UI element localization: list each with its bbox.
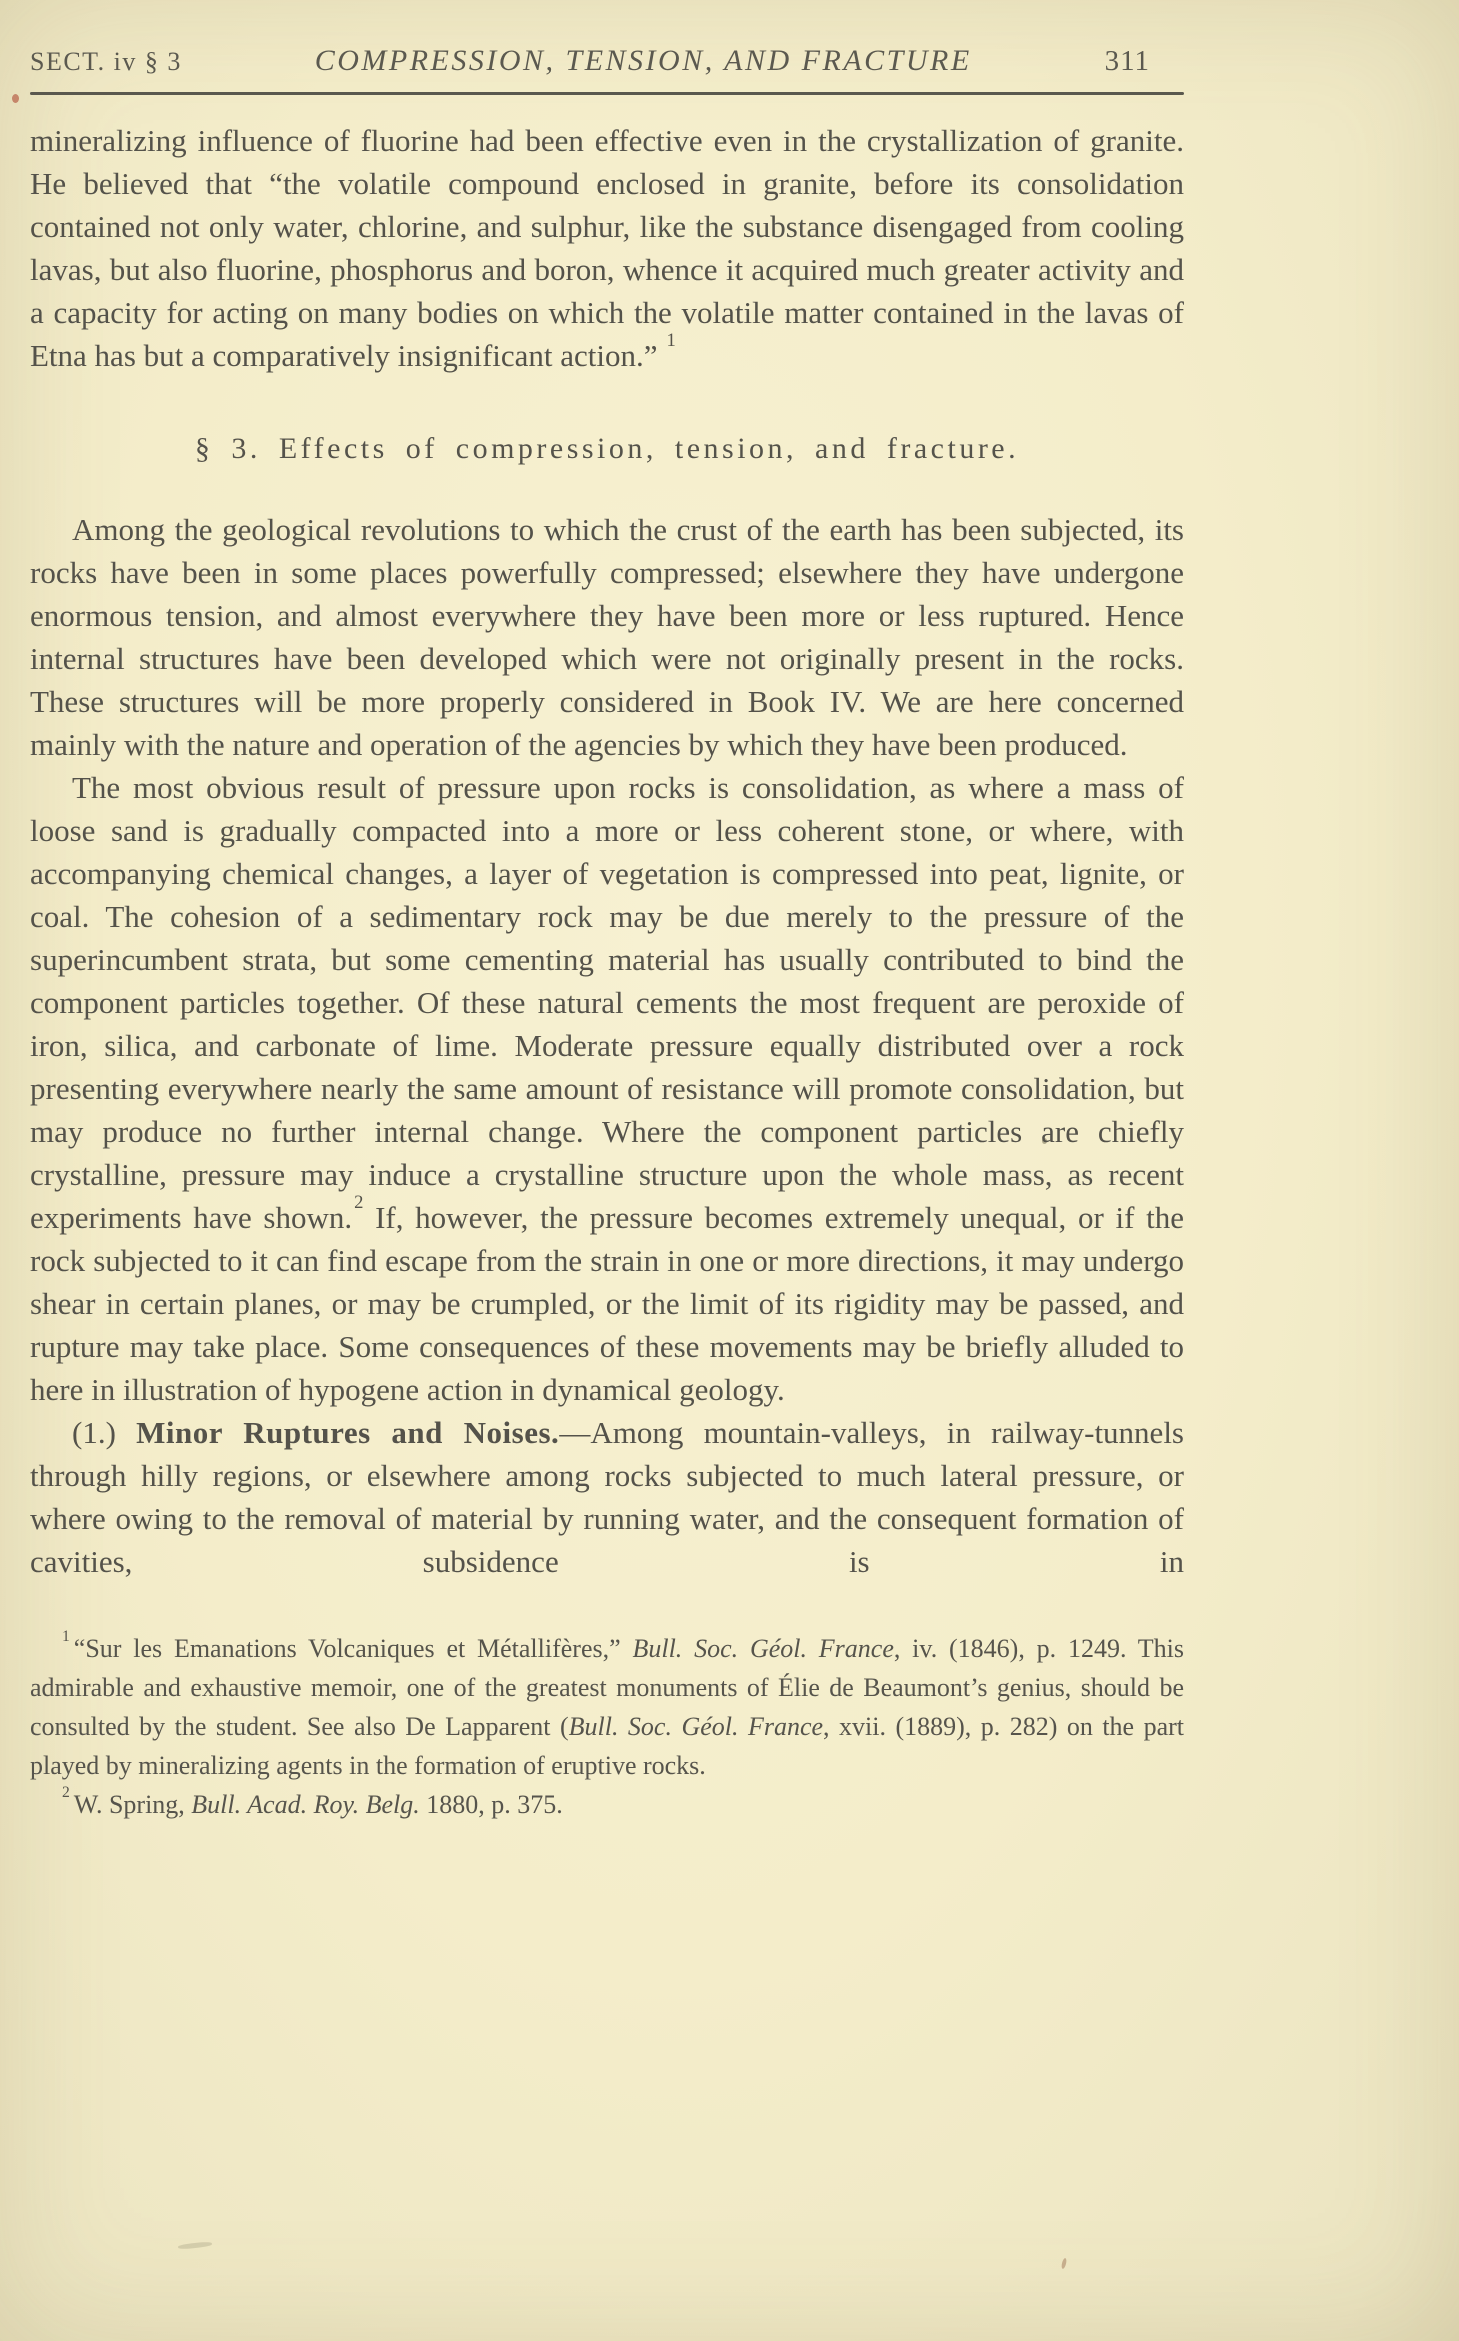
section-heading: § 3. Effects of compression, tension, and fracture. [194, 432, 1020, 465]
journal-citation: Bull. Acad. Roy. Belg. [191, 1790, 420, 1819]
paragraph-bold-lead: Minor Ruptures and Noises. [136, 1415, 560, 1450]
footnote-ref: 2 [354, 1191, 364, 1213]
footnote [30, 1785, 1184, 1824]
footnote-marker: 1 [62, 1628, 70, 1646]
journal-citation: Bull. Soc. Géol. France [632, 1634, 894, 1663]
header-rule [30, 92, 1184, 95]
footnotes [30, 1629, 1184, 1824]
footnote-text: W. Spring, [73, 1790, 192, 1819]
paragraph [30, 1411, 1184, 1583]
paragraph-text: If, however, the pressure becomes extremely unequal, or if the rock subjected to it can find escape from the strain in one or more directions, it may undergo shear in certain planes, or may be crumpled, or the limit of its rigidity may be passed, and rupture may take place. Some consequences of these movements may be briefly alluded to here in illustration of hypogene action in dynamical geology. [30, 1200, 1184, 1407]
footnote-text: 1880, p. 375. [419, 1790, 563, 1819]
section-label: SECT. iv § 3 [30, 47, 182, 76]
footnote-text: , xvii. (1889), p. 282) on the part played by mineralizing agents in the formation of eruptive rocks. [30, 1712, 1184, 1780]
paragraph-number: (1.) [72, 1415, 137, 1450]
page-content [30, 0, 1184, 1824]
paragraph-text: mineralizing influence of fluorine had been effective even in the crystallization of granite. He believed that “the volatile compound enclosed in granite, before its consolidation contained not only water, chlorine, and sulphur, like the substance disengaged from cooling lavas, but also fluorine, phosphorus and boron, whence it acquired much greater activity and a capacity for acting on many bodies on which the volatile matter contained in the lavas of Etna has but a comparatively insignificant action.” [30, 123, 1184, 373]
paragraph [30, 508, 1184, 766]
paragraph-text: —Among mountain-valleys, in railway-tunnels through hilly regions, or elsewhere among rocks subjected to much lateral pressure, or where owing to the removal of material by running water, and the consequent formation of cavities, subsidence is in [30, 1415, 1184, 1579]
paragraph-continued [30, 119, 1184, 377]
running-head [30, 44, 1184, 78]
page-number: 311 [1104, 45, 1150, 77]
footnote-text: , iv. (1846), p. 1249. This admirable and exhaustive memoir, one of the greatest monuments of Élie de Beaumont’s genius, should be consulted by the student. See also De Lapparent ( [30, 1634, 1184, 1741]
journal-citation: Bull. Soc. Géol. France [568, 1712, 824, 1741]
page-body [30, 119, 1184, 1583]
scan-speck-icon [178, 2241, 212, 2250]
footnote [30, 1629, 1184, 1785]
scan-speck-icon [1061, 2258, 1068, 2270]
running-title: COMPRESSION, TENSION, AND FRACTURE [314, 44, 972, 77]
footnote-text: “Sur les Emanations Volcaniques et Métallifères,” [73, 1634, 633, 1663]
paragraph [30, 766, 1184, 1411]
footnote-ref: 1 [666, 329, 676, 351]
paragraph-text: Among the geological revolutions to which the crust of the earth has been subjected, its rocks have been in some places powerfully compressed; elsewhere they have undergone enormous tension, and almost everywhere they have been more or less ruptured. Hence internal structures have been developed which were not originally present in the rocks. These structures will be more properly considered in Book IV. We are here concerned mainly with the nature and operation of the agencies by which they have been produced. [30, 512, 1184, 762]
scan-speck-icon [12, 94, 19, 103]
paragraph-text: The most obvious result of pressure upon rocks is consolidation, as where a mass of loose sand is gradually compacted into a more or less coherent stone, or where, with accompanying chemical changes, a layer of vegetation is compressed into peat, lignite, or coal. The cohesion of a sedimentary rock may be due merely to the pressure of the superincumbent strata, but some cementing material has usually contributed to bind the component particles together. Of these natural cements the most frequent are peroxide of iron, silica, and carbonate of lime. Moderate pressure equally distributed over a rock presenting everywhere nearly the same amount of resistance will promote consolidation, but may produce no further internal change. Where the component particles are chiefly crystalline, pressure may induce a crystalline structure upon the whole mass, as recent experiments have shown. [30, 770, 1184, 1235]
footnote-marker: 2 [62, 1784, 70, 1802]
